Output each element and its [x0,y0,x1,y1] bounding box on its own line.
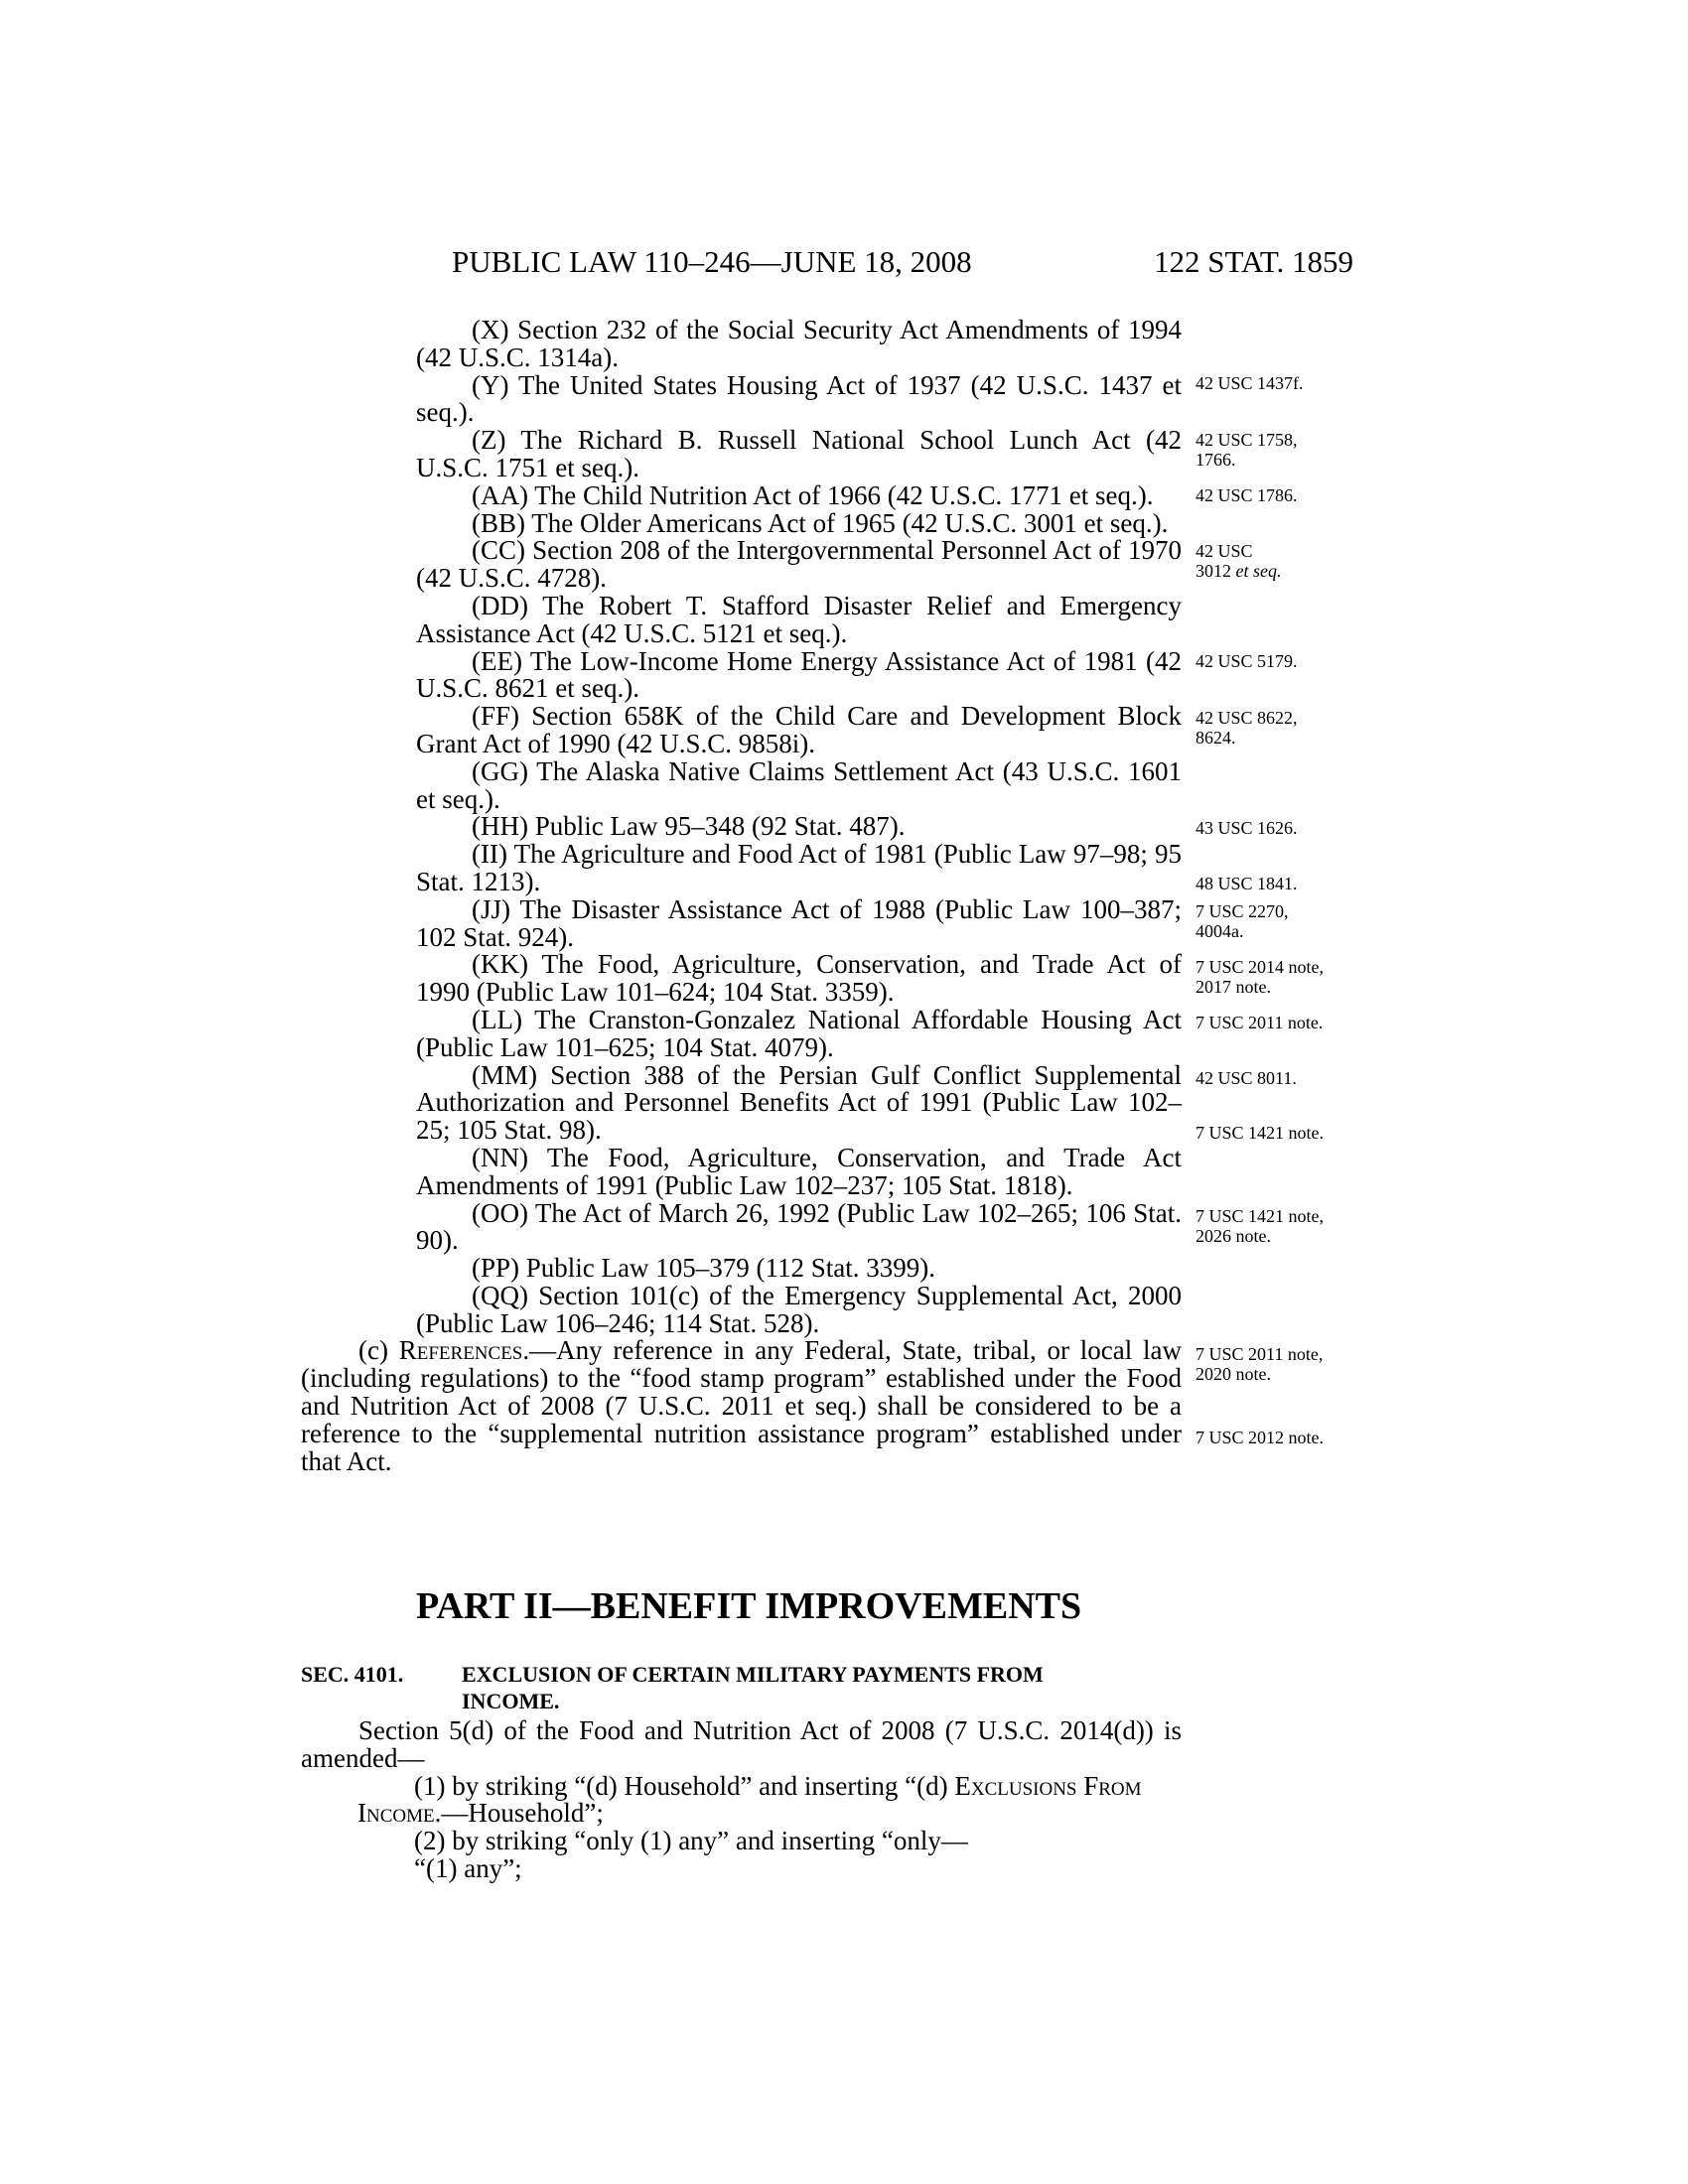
list-item: (NN) The Food, Agriculture, Conservation, and Trade Act Amendments of 1991 (Public Law 102–237; 105 Stat. 1818). [416,1142,1182,1200]
list-item: (II) The Agriculture and Food Act of 1981 (Public Law 97–98; 95 Stat. 1213). [416,839,1182,896]
margin-note: 42 USC 8622, [1196,708,1298,728]
margin-note: 7 USC 2011 note, [1196,1344,1324,1364]
margin-note [1196,561,1281,581]
margin-note: 8624. [1196,728,1236,748]
references-dash: .— [522,1335,557,1366]
amendment-item-2: (2) by striking “only (1) any” and inserting “only— [414,1826,968,1856]
section-title-line1: EXCLUSION OF CERTAIN MILITARY PAYMENTS FROM [462,1662,1044,1687]
margin-note: 42 USC 5179. [1196,651,1298,671]
references-label-prefix: (c) [358,1335,399,1366]
margin-note: 42 USC 1758, [1196,430,1298,450]
section-body [301,1717,1182,1883]
list-item: (AA) The Child Nutrition Act of 1966 (42 U.S.C. 1771 et seq.). [472,479,1154,510]
margin-note: 42 USC [1196,541,1253,561]
list-item: (HH) Public Law 95–348 (92 Stat. 487). [472,811,906,842]
amendment-item-1 [301,1770,1182,1829]
section-number: SEC. 4101. [301,1662,404,1687]
list-item: (KK) The Food, Agriculture, Conservation, and Trade Act of 1990 (Public Law 101–624; 104 Stat. 3359). [416,949,1182,1008]
references-label: References [398,1335,523,1366]
list-item: (PP) Public Law 105–379 (112 Stat. 3399). [472,1253,935,1284]
margin-note-code: 3012 [1196,561,1231,581]
list-item: (EE) The Low-Income Home Energy Assistance Act of 1981 (42 U.S.C. 8621 et seq.). [416,645,1182,704]
list-item: (QQ) Section 101(c) of the Emergency Supplemental Act, 2000 (Public Law 106–246; 114 Stat. 528). [416,1280,1182,1338]
margin-note: 42 USC 1786. [1196,485,1298,505]
running-header-right: 122 STAT. 1859 [1154,244,1354,279]
references-paragraph [301,1337,1182,1475]
amendment-item-1-caps: Exclusions From Income [357,1770,1142,1829]
margin-note: 7 USC 2011 note. [1196,1013,1324,1032]
references-text: Any reference in any Federal, State, tribal, or local law (including regulations) to the “food stamp program” established under the Food and Nutrition Act of 2008 (7 U.S.C. 2011 et seq.) shall be considered to be a reference to the “supplemental nutrition assistance program” established under that Act. [301,1335,1183,1476]
amendment-item-1-text: (1) by striking “(d) Household” and inserting “(d) [414,1770,955,1801]
list-item: (DD) The Robert T. Stafford Disaster Relief and Emergency Assistance Act (42 U.S.C. 5121 et seq.). [416,590,1182,648]
margin-note: 2017 note. [1196,977,1271,997]
section-intro: Section 5(d) of the Food and Nutrition Act of 2008 (7 U.S.C. 2014(d)) is amended— [301,1715,1182,1773]
section-title-line2: INCOME. [462,1689,560,1713]
margin-note: 7 USC 2012 note. [1196,1428,1325,1447]
list-item: (Y) The United States Housing Act of 1937 (42 U.S.C. 1437 et seq.). [416,369,1182,428]
section-heading [301,1661,1182,1714]
margin-note: 4004a. [1196,921,1244,941]
margin-note: 7 USC 1421 note, [1196,1206,1325,1226]
part-heading: PART II—BENEFIT IMPROVEMENTS [416,1585,1082,1627]
list-item: (BB) The Older Americans Act of 1965 (42 U.S.C. 3001 et seq.). [472,507,1169,538]
list-item: (FF) Section 658K of the Child Care and Development Block Grant Act of 1990 (42 U.S.C. 9858i). [416,701,1182,758]
margin-note: 7 USC 2014 note, [1196,957,1325,977]
list-item: (CC) Section 208 of the Intergovernmental Personnel Act of 1970 (42 U.S.C. 4728). [416,535,1182,594]
list-item: (JJ) The Disaster Assistance Act of 1988 (Public Law 100–387; 102 Stat. 924). [416,893,1182,952]
margin-note-etseq: et seq. [1235,561,1282,581]
list-item: (MM) Section 388 of the Persian Gulf Conflict Supplemental Authorization and Personnel Benefits Act of 1991 (Public Law 102–25; 105 Stat. 98). [416,1059,1182,1146]
margin-note: 2026 note. [1196,1226,1271,1246]
list-item: (Z) The Richard B. Russell National School Lunch Act (42 U.S.C. 1751 et seq.). [416,425,1182,482]
amendment-item-1-end: .—Household”; [434,1798,604,1829]
margin-note: 42 USC 1437f. [1196,373,1304,393]
list-item: (OO) The Act of March 26, 1992 (Public Law 102–265; 106 Stat. 90). [416,1197,1182,1256]
margin-note: 43 USC 1626. [1196,818,1298,838]
margin-note: 42 USC 8011. [1196,1068,1297,1088]
running-header-left: PUBLIC LAW 110–246—JUNE 18, 2008 [452,244,972,279]
margin-note: 48 USC 1841. [1196,874,1298,893]
list-item: (GG) The Alaska Native Claims Settlement Act (43 U.S.C. 1601 et seq.). [416,755,1182,814]
list-item: (X) Section 232 of the Social Security Act Amendments of 1994 (42 U.S.C. 1314a). [416,315,1182,372]
margin-note: 2020 note. [1196,1364,1271,1384]
amendment-item-3: “(1) any”; [414,1852,522,1883]
margin-note: 7 USC 2270, [1196,901,1289,921]
margin-notes [1196,0,1394,2184]
statute-list [301,315,1183,1476]
margin-note: 1766. [1196,450,1236,470]
list-item: (LL) The Cranston-Gonzalez National Affordable Housing Act (Public Law 101–625; 104 Stat. 4079). [416,1004,1182,1062]
margin-note: 7 USC 1421 note. [1196,1123,1325,1143]
